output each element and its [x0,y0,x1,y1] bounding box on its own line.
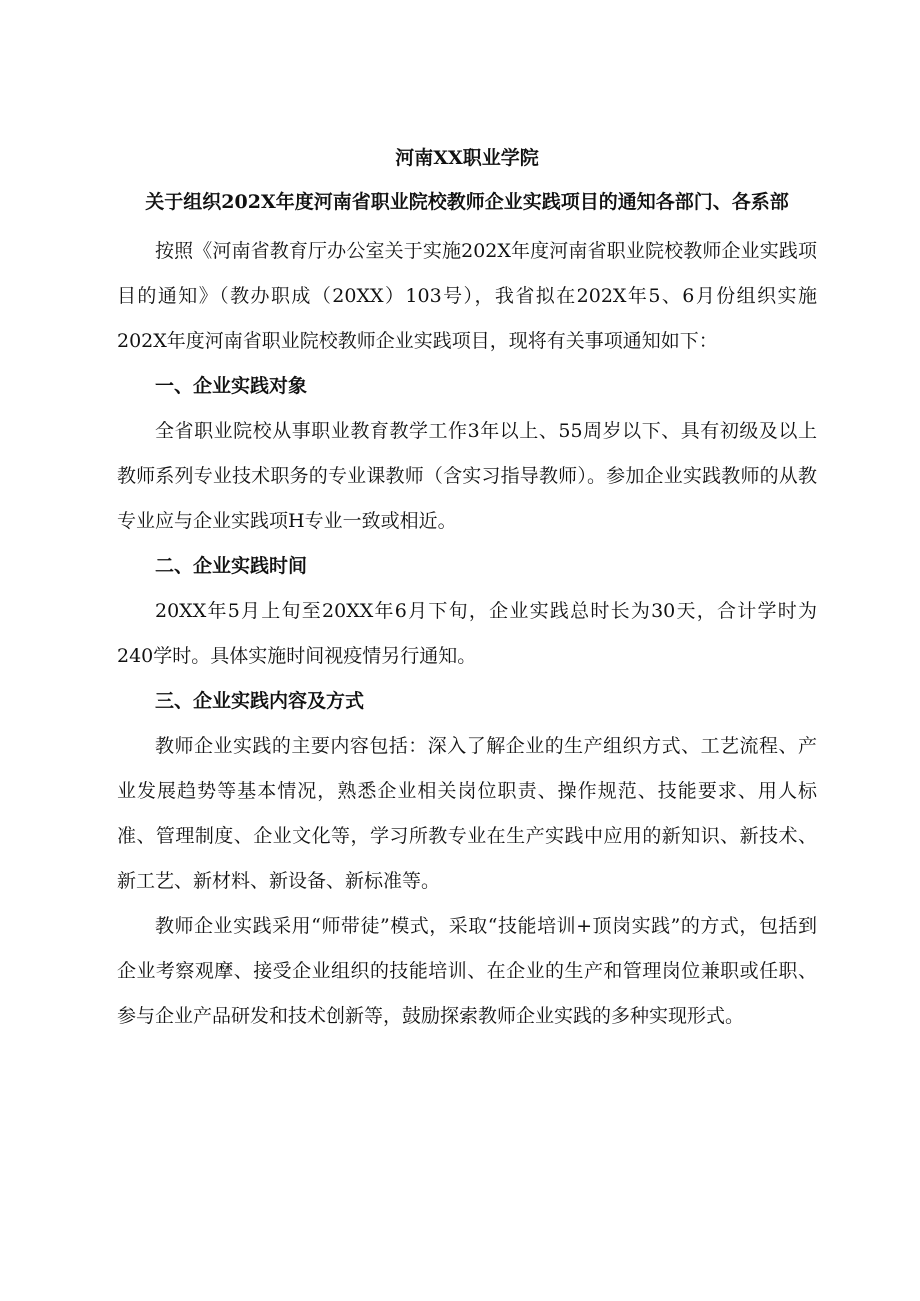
org-title: 河南XX职业学院 [395,147,539,169]
section-3-paragraph-1: 教师企业实践的主要内容包括：深入了解企业的生产组织方式、工艺流程、产业发展趋势等基本情况，熟悉企业相关岗位职责、操作规范、技能要求、用人标准、管理制度、企业文化等，学习所教专业在生产实践中应用的新知识、新技术、新工艺、新材料、新设备、新标准等。 [117,735,817,892]
section-heading-1: 一、企业实践对象 [155,375,308,397]
document-body [117,143,817,1039]
notice-title: 关于组织202X年度河南省职业院校教师企业实践项目的通知各部门、各系部 [145,191,789,213]
intro-paragraph: 按照《河南省教育厅办公室关于实施202X年度河南省职业院校教师企业实践项目的通知》（教办职成（20XX）103号），我省拟在202X年5、6月份组织实施202X年度河南省职业院校教师企业实践项目，现将有关事项通知如下： [117,240,817,352]
section-3-paragraph-2: 教师企业实践采用“师带徒”模式，采取“技能培训+顶岗实践”的方式，包括到企业考察观摩、接受企业组织的技能培训、在企业的生产和管理岗位兼职或任职、参与企业产品研发和技术创新等，鼓励探索教师企业实践的多种实现形式。 [117,915,817,1027]
section-1-paragraph-1: 全省职业院校从事职业教育教学工作3年以上、55周岁以下、具有初级及以上教师系列专业技术职务的专业课教师（含实习指导教师）。参加企业实践教师的从教专业应与企业实践项H专业一致或相近。 [117,420,817,532]
section-heading-2: 二、企业实践时间 [155,555,308,577]
section-2-paragraph-1: 20XX年5月上旬至20XX年6月下旬，企业实践总时长为30天，合计学时为240学时。具体实施时间视疫情另行通知。 [117,600,817,667]
section-heading-3: 三、企业实践内容及方式 [155,690,365,712]
